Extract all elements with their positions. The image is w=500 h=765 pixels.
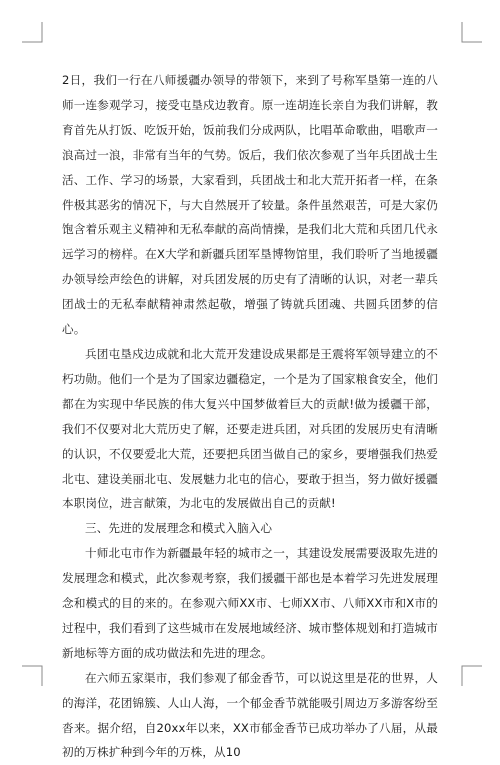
crop-mark-bottom-right xyxy=(458,662,482,686)
crop-mark-bottom-left xyxy=(22,662,46,686)
section-heading-development-concepts: 三、先进的发展理念和模式入脑入心 xyxy=(85,521,273,536)
crop-mark-top-right xyxy=(458,22,482,46)
crop-mark-top-left xyxy=(22,22,46,46)
paragraph-tulip-festival: 在六师五家渠市，我们参观了郁金香节，可以说这里是花的世界，人的海洋，花团锦簇、人山人海，一个郁金香节就能吸引周边万多游客纷至沓来。据介绍，自20xx年以来，XX市郁金香节已成功举办了八届，从最初的万株扩种到今年的万株，从10 xyxy=(62,670,438,760)
paragraph-beitun-city: 十师北屯市作为新疆最年轻的城市之一，其建设发展需要汲取先进的发展理念和模式，此次参观考察，我们援疆干部也是本着学习先进发展理念和模式的目的来的。在参观六师XX市、七师XX市、八师XX市和X市的过程中，我们看到了这些城市在发展地域经济、城市整体规划和打造城市新地标等方面的成功做法和先进的理念。 xyxy=(62,546,438,660)
paragraph-bingtuan-achievements: 兵团屯垦戍边成就和北大荒开发建设成果都是王震将军领导建立的不朽功勋。他们一个是为了国家边疆稳定，一个是为了国家粮食安全，他们都在为实现中华民族的伟大复兴中国梦做着巨大的贡献!做为援疆干部，我们不仅要对北大荒历史了解，还要走进兵团，对兵团的发展历史有清晰的认识，不仅要爱北大荒，还要把兵团当做自己的家乡，要增强我们热爱北屯、建设美丽北屯、发展魅力北屯的信心，要敢于担当，努力做好援疆本职岗位，进言献策，为北屯的发展做出自己的贡献! xyxy=(62,346,438,511)
paragraph-visit-first-company: 2日，我们一行在八师援疆办领导的带领下，来到了号称军垦第一连的八师一连参观学习，接受屯垦戍边教育。原一连胡连长亲自为我们讲解，教育首先从打饭、吃饭开始，饭前我们分成两队，比唱革命歌曲，唱歌声一浪高过一浪，非常有当年的气势。饭后，我们依次参观了当年兵团战士生活、工作、学习的场景，大家看到，兵团战士和北大荒开拓者一样，在条件极其恶劣的情况下，与大自然展开了较量。条件虽然艰苦，可是大家仍饱含着乐观主义精神和无私奉献的高尚情操，是我们北大荒和兵团几代永远学习的榜样。在X大学和新疆兵团军垦博物馆里，我们聆听了当地援疆办领导绘声绘色的讲解，对兵团发展的历史有了清晰的认识，对老一辈兵团战士的无私奉献精神肃然起敬，增强了铸就兵团魂、共圆兵团梦的信心。 xyxy=(62,73,438,337)
document-body xyxy=(62,68,438,765)
